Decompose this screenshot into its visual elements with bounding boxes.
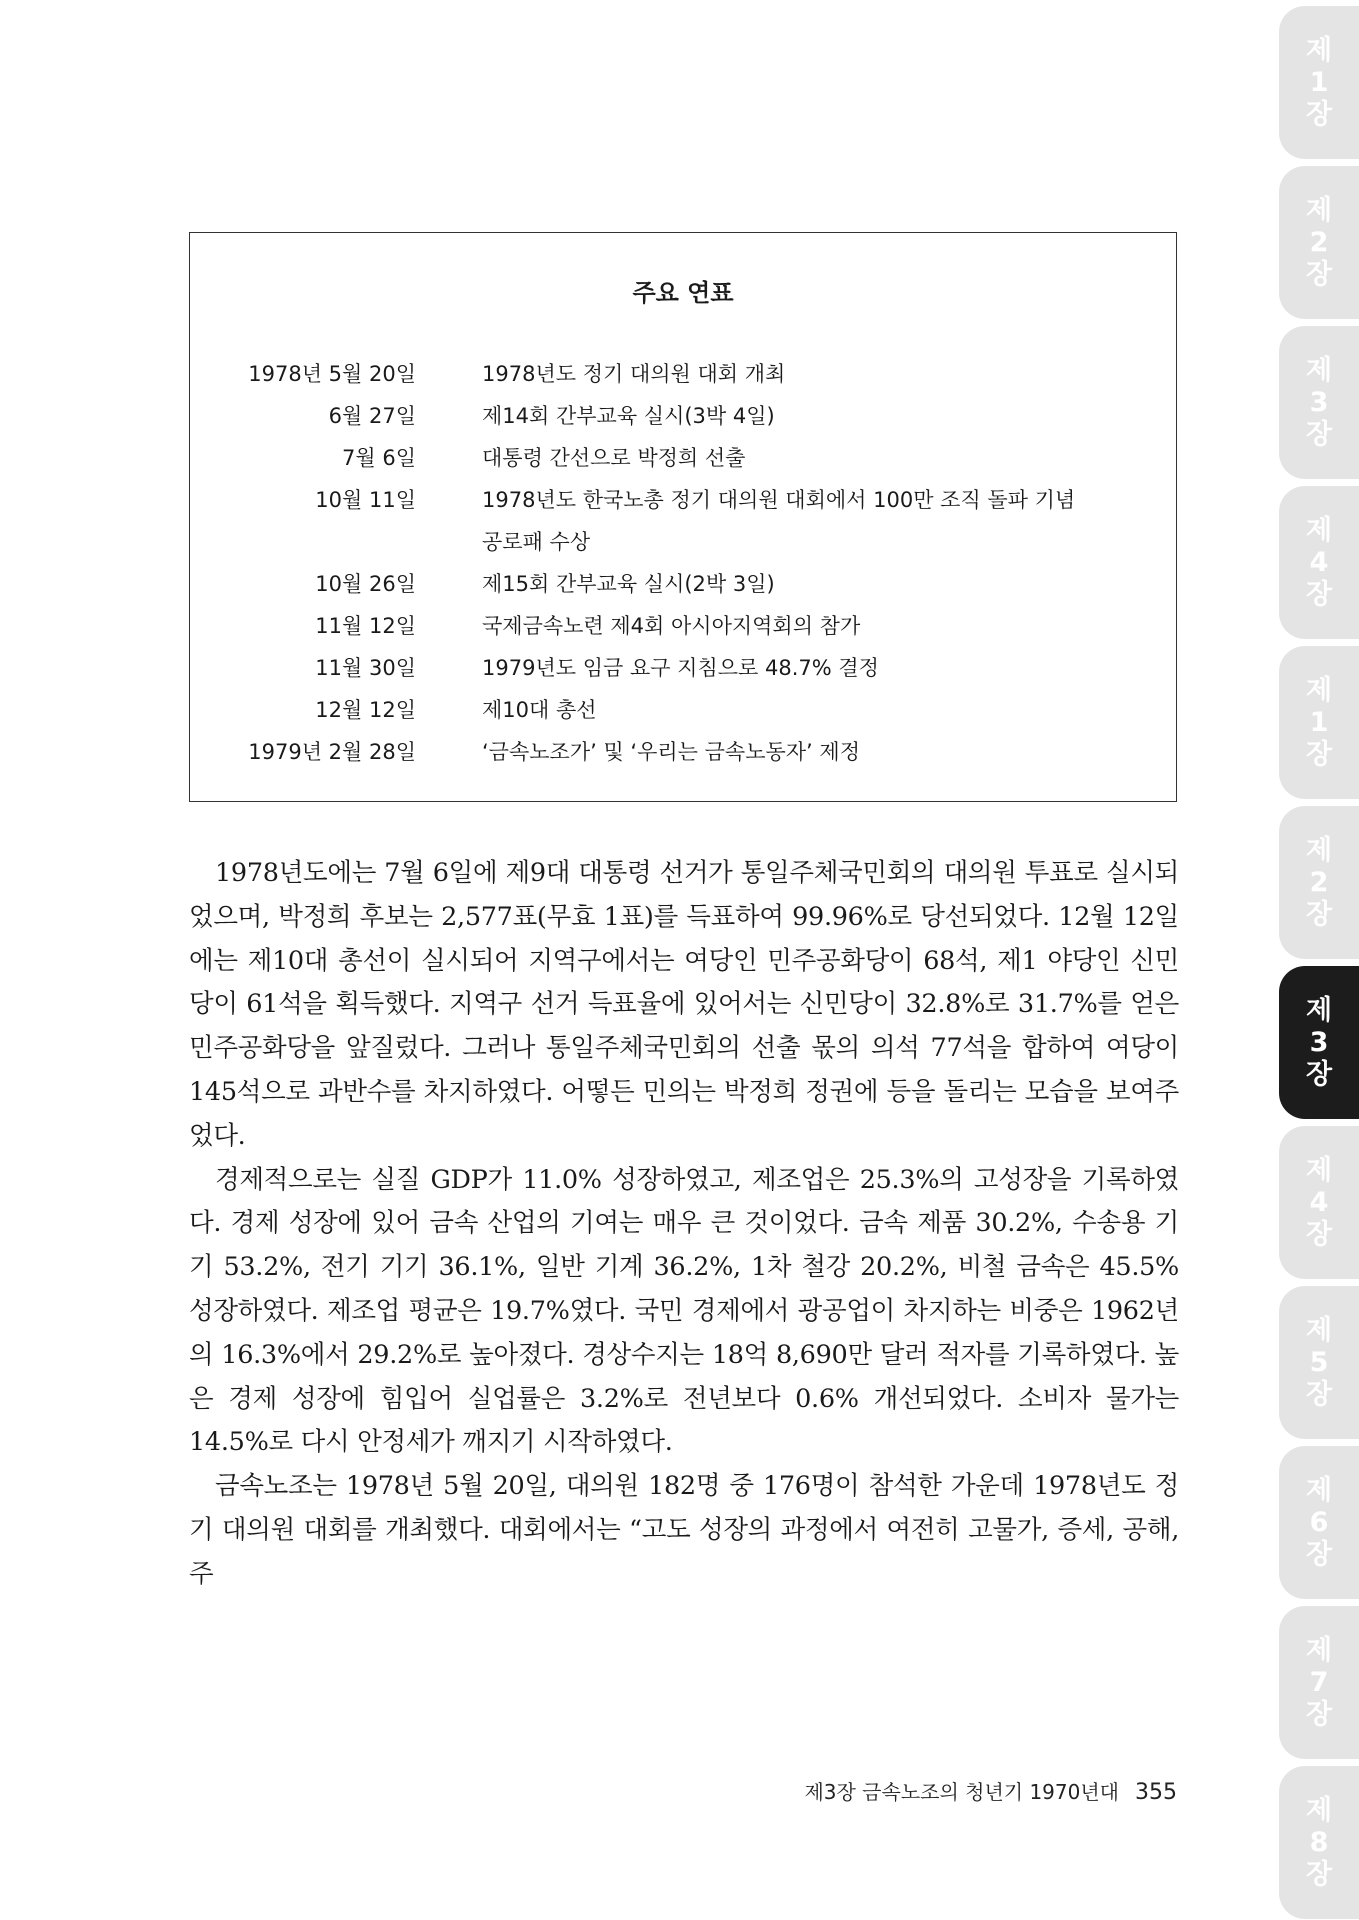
chapter-tab-char: 장 <box>1305 1218 1333 1250</box>
chronology-rows <box>190 353 1176 773</box>
chapter-tab-char: 2 <box>1309 866 1329 898</box>
chronology-row <box>190 605 1176 647</box>
chapter-tab-char: 1 <box>1309 66 1329 98</box>
chapter-tab-char: 제 <box>1305 34 1333 66</box>
chapter-tab-char: 제 <box>1305 994 1333 1026</box>
chapter-tab-char: 1 <box>1309 706 1329 738</box>
chapter-tab-char: 제 <box>1305 1474 1333 1506</box>
chronology-event: 1978년도 한국노총 정기 대의원 대회에서 100만 조직 돌파 기념 <box>482 488 1076 512</box>
chronology-title: 주요 연표 <box>632 279 734 307</box>
chronology-date: 12월 12일 <box>315 698 416 722</box>
chapter-tab-char: 장 <box>1305 1538 1333 1570</box>
chronology-row <box>190 437 1176 479</box>
chapter-tab-char: 장 <box>1305 98 1333 130</box>
chronology-date: 11월 30일 <box>315 656 416 680</box>
chapter-tab[interactable] <box>1279 966 1359 1119</box>
chapter-tab-char: 장 <box>1305 1058 1333 1090</box>
chapter-tab-char: 장 <box>1305 578 1333 610</box>
paragraph: 1978년도에는 7월 6일에 제9대 대통령 선거가 통일주체국민회의 대의원 투표로 실시되었으며, 박정희 후보는 2,577표(무효 1표)를 득표하여 99.96%로 당선되었다. 12월 12일에는 제10대 총선이 실시되어 지역구에서는 여당인 민주공화당이 68석, 제1 야당인 신민당이 61석을 획득했다. 지역구 선거 득표율에 있어서는 신민당이 32.8%로 31.7%를 얻은 민주공화당을 앞질렀다. 그러나 통일주체국민회의 선출 몫의 의석 77석을 합하여 여당이 145석으로 과반수를 차지하였다. 어떻든 민의는 박정희 정권에 등을 돌리는 모습을 보여주었다. <box>189 858 1179 1151</box>
chapter-tab[interactable] <box>1279 486 1359 639</box>
chronology-event: 1979년도 임금 요구 지침으로 48.7% 결정 <box>482 656 879 680</box>
chapter-tab-char: 제 <box>1305 1794 1333 1826</box>
chronology-row <box>190 689 1176 731</box>
chapter-tab-char: 장 <box>1305 898 1333 930</box>
chronology-event: 공로패 수상 <box>482 530 591 554</box>
chapter-tab-char: 4 <box>1309 1186 1329 1218</box>
chapter-tab-char: 장 <box>1305 418 1333 450</box>
chronology-date: 10월 11일 <box>315 488 416 512</box>
chronology-box <box>189 232 1177 802</box>
chapter-tab-char: 7 <box>1309 1666 1329 1698</box>
chronology-date: 10월 26일 <box>315 572 416 596</box>
chapter-tab-char: 장 <box>1305 738 1333 770</box>
paragraph: 금속노조는 1978년 5월 20일, 대의원 182명 중 176명이 참석한 가운데 1978년도 정기 대의원 대회를 개최했다. 대회에서는 “고도 성장의 과정에서 여전히 고물가, 증세, 공해, 주 <box>189 1471 1179 1589</box>
chapter-tab-char: 장 <box>1305 258 1333 290</box>
chapter-tab-char: 3 <box>1309 1026 1329 1058</box>
chronology-event: 국제금속노련 제4회 아시아지역회의 참가 <box>482 614 861 638</box>
chapter-tab-char: 5 <box>1309 1346 1329 1378</box>
page-footer <box>804 1776 1177 1805</box>
chapter-tab[interactable] <box>1279 1766 1359 1919</box>
chronology-row <box>190 731 1176 773</box>
chapter-tab[interactable] <box>1279 1286 1359 1439</box>
chronology-row <box>190 647 1176 689</box>
chapter-tab-char: 장 <box>1305 1698 1333 1730</box>
chapter-tab-char: 8 <box>1309 1826 1329 1858</box>
chronology-date: 11월 12일 <box>315 614 416 638</box>
chronology-row <box>190 521 1176 563</box>
chronology-event: 대통령 간선으로 박정희 선출 <box>482 446 746 470</box>
chronology-date <box>190 521 416 563</box>
chapter-tab-char: 제 <box>1305 514 1333 546</box>
chronology-row <box>190 479 1176 521</box>
chronology-row <box>190 395 1176 437</box>
chapter-tab-char: 제 <box>1305 834 1333 866</box>
chapter-tab[interactable] <box>1279 1606 1359 1759</box>
chronology-event: 1978년도 정기 대의원 대회 개최 <box>482 362 786 386</box>
chronology-date: 6월 27일 <box>328 404 416 428</box>
paragraph: 경제적으로는 실질 GDP가 11.0% 성장하였고, 제조업은 25.3%의 고성장을 기록하였다. 경제 성장에 있어 금속 산업의 기여는 매우 큰 것이었다. 금속 제품 30.2%, 수송용 기기 53.2%, 전기 기기 36.1%, 일반 기계 36.2%, 1차 철강 20.2%, 비철 금속은 45.5% 성장하였다. 제조업 평균은 19.7%였다. 국민 경제에서 광공업이 차지하는 비중은 1962년의 16.3%에서 29.2%로 높아졌다. 경상수지는 18억 8,690만 달러 적자를 기록하였다. 높은 경제 성장에 힘입어 실업률은 3.2%로 전년보다 0.6% 개선되었다. 소비자 물가는 14.5%로 다시 안정세가 깨지기 시작하였다. <box>189 1164 1179 1458</box>
chapter-tab-char: 3 <box>1309 386 1329 418</box>
chapter-tab[interactable] <box>1279 166 1359 319</box>
chapter-tab[interactable] <box>1279 1446 1359 1599</box>
chapter-tab-char: 제 <box>1305 1634 1333 1666</box>
chapter-tab[interactable] <box>1279 646 1359 799</box>
chapter-tab[interactable] <box>1279 806 1359 959</box>
body-text <box>189 852 1179 1597</box>
chapter-tab-char: 제 <box>1305 194 1333 226</box>
chapter-tab-char: 4 <box>1309 546 1329 578</box>
chapter-tab[interactable] <box>1279 6 1359 159</box>
running-title: 제3장 금속노조의 청년기 1970년대 <box>804 1780 1119 1804</box>
chronology-event: 제14회 간부교육 실시(3박 4일) <box>482 404 775 428</box>
chronology-date: 7월 6일 <box>342 446 416 470</box>
chapter-tab-char: 장 <box>1305 1378 1333 1410</box>
chapter-tab-char: 제 <box>1305 1154 1333 1186</box>
chapter-tab[interactable] <box>1279 1126 1359 1279</box>
page-number: 355 <box>1135 1780 1177 1805</box>
chapter-tab-char: 제 <box>1305 354 1333 386</box>
chronology-event: 제15회 간부교육 실시(2박 3일) <box>482 572 775 596</box>
chronology-event: 제10대 총선 <box>482 698 597 722</box>
chronology-row <box>190 563 1176 605</box>
chapter-tab-char: 장 <box>1305 1858 1333 1890</box>
chapter-tabs <box>1279 0 1359 1920</box>
chapter-tab-char: 제 <box>1305 674 1333 706</box>
chapter-tab[interactable] <box>1279 326 1359 479</box>
chronology-date: 1979년 2월 28일 <box>248 740 416 764</box>
chronology-row <box>190 353 1176 395</box>
chapter-tab-char: 6 <box>1309 1506 1329 1538</box>
chapter-tab-char: 제 <box>1305 1314 1333 1346</box>
chronology-event: ‘금속노조가’ 및 ‘우리는 금속노동자’ 제정 <box>482 740 860 764</box>
chapter-tab-char: 2 <box>1309 226 1329 258</box>
chronology-date: 1978년 5월 20일 <box>248 362 416 386</box>
